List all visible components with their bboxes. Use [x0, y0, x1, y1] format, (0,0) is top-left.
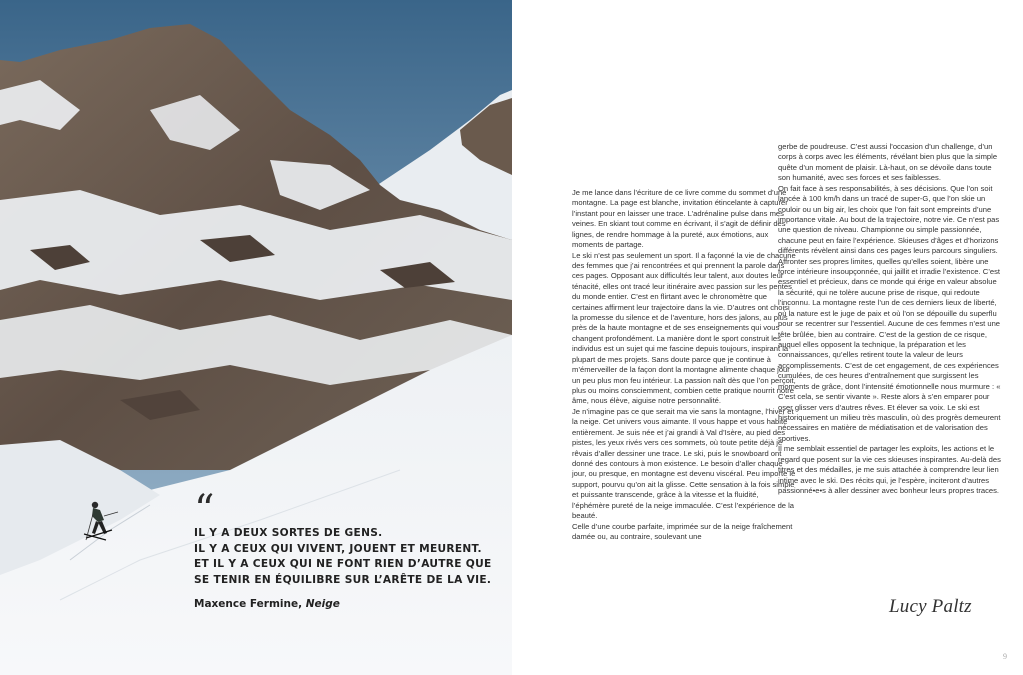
quote-attribution — [194, 598, 494, 610]
quote-author: Maxence Fermine, — [194, 598, 306, 610]
quote-line: ET IL Y A CEUX QUI NE FONT RIEN D’AUTRE QUE — [194, 558, 492, 570]
quote-line: IL Y A DEUX SORTES DE GENS. — [194, 527, 383, 539]
quote-line: SE TENIR EN ÉQUILIBRE SUR L’ARÊTE DE LA VIE. — [194, 573, 492, 586]
paragraph: Je me lance dans l’écriture de ce livre comme du sommet d’une montagne. La page est blanche, invitation étincelante à capturer l’instant pour en laisser une trace. L’adrénaline pulse dans mes veines. En skiant tout comme en écrivant, il s’agit de définir des lignes, de rendre hommage à la pureté, aux émotions, aux moments de partage. — [572, 188, 788, 250]
paragraph: gerbe de poudreuse. C’est aussi l’occasion d’un challenge, d’un corps à corps avec les éléments, révélant bien plus que la simple quête d’un moment de plaisir. Là-haut, on se dévoile dans toute son humanité, avec ses forces et ses faiblesses. — [778, 142, 998, 183]
paragraph: On fait face à ses responsabilités, à ses décisions. Que l’on soit lancée à 100 km/h dans un tracé de super-G, que l’on skie un couloir ou un big air, les choix que l’on fait sont empreints d’une importance vitale. Au bout de la trajectoire, notre vie. Ce n’est pas une question de niveau. Championne ou simple passionnée, chacune peut en faire l’expérience. Skieuses d’âges et d’horizons différents révèlent ainsi dans ces pages leurs parcours singuliers. Affronter ses propres limites, quelles qu’elles soient, libère une force intérieure insoupçonnée, qui jaillit et irradie l’existence. C’est essentiel et précieux, dans ce monde qui érige en valeur absolue la sécurité, qui ne tolère aucune prise de risque, qui redoute l’inconnu. La montagne reste l’un de ces derniers lieux de liberté, où la nature est le juge de paix et où l’on se dépouille du superflu pour se recentrer sur l’essentiel. Aucune de ces femmes n’est une tête brûlée, bien au contraire. C’est de la gestion de ce risque, auquel elles opposent la technique, la préparation et les connaissances, qu’elles retirent toute la valeur de leurs accomplissements. C’est de cet engagement, de ces expériences cumulées, de ces heures d’entraînement que surgissent les moments de grâce, dont l’intensité émotionnelle nous murmure : « C’est cela, se sentir vivante ». Reste alors à s’en emparer pour oser glisser vers d’autres rêves. Et élever sa voix. Le ski est historiquement un milieu très masculin, où des progrès demeurent nécessaires en matière de médiatisation et de valorisation des sportives. — [778, 183, 1001, 443]
paragraph: Il me semblait essentiel de partager les exploits, les actions et le regard que posent sur la vie ces skieuses inspirantes. Au-delà des titres et des médailles, je me suis attachée à comprendre leur lien intime avec le ski. Des récits qui, je l’espère, inciteront d’autres passionné•e•s à aller dessiner avec bonheur leurs propres traces. — [778, 444, 1001, 495]
text-column-2 — [778, 142, 1002, 496]
paragraph: Le ski n’est pas seulement un sport. Il a façonné la vie de chacune des femmes que j’ai rencontrées et qui prennent la parole dans ces pages. Opposant aux difficultés leur talent, aux doutes leur ténacité, elles ont tracé leur itinéraire avec passion sur les pentes du monde entier. C’est en flirtant avec le chronomètre que certaines affirment leur trajectoire dans la vie. D’autres ont choisi la promesse du silence et de l’aventure, hors des jalons, au plus près de la haute montagne et de ses enseignements qui vous changent profondément. La manière dont le sport construit les individus est un sujet qui me fascine depuis toujours, inspirant la plupart de mes projets. Sans doute parce que je continue à m’émerveiller de la façon dont la montagne alimente chaque jour un peu plus mon feu intérieur. La passion naît dès que l’on perçoit, plus ou moins consciemment, combien cette pratique nourrit notre âme, nous élève, aiguise notre personnalité. — [572, 250, 796, 406]
quote-work-title: Neige — [305, 598, 340, 610]
pull-quote — [194, 487, 494, 610]
text-page — [512, 0, 1023, 675]
quote-line: IL Y A CEUX QUI VIVENT, JOUENT ET MEURENT. — [194, 542, 482, 555]
page-number: 9 — [1003, 652, 1007, 661]
author-signature: Lucy Paltz — [889, 596, 972, 617]
paragraph: Celle d’une courbe parfaite, imprimée sur de la neige fraîchement damée ou, au contraire, soulevant une — [572, 521, 793, 541]
quote-text — [194, 526, 494, 588]
text-column-1 — [572, 188, 796, 542]
paragraph: Je n’imagine pas ce que serait ma vie sans la montagne, l’hiver et la neige. Cet univers vous aimante. Il vous happe et vous habite entièrement. Je suis née et j’ai grandi à Val d’Isère, au pied des pistes, les yeux rivés vers ces sommets, où toute petite déjà je rêvais d’aller dessiner une trace. Le ski, puis le snowboard ont donné des contours à mon existence. Le besoin d’aller chaque jour, ou presque, en montagne est devenu viscéral. Peu importe le support, pourvu qu’on ait la glisse. Cette sensation à la fois simple et puissante transcende, grâce à la vitesse et la fluidité, l’éphémère pureté de la neige immaculée. C’est l’expérience de la beauté. — [572, 406, 796, 521]
quote-mark-icon: “ — [194, 487, 213, 533]
